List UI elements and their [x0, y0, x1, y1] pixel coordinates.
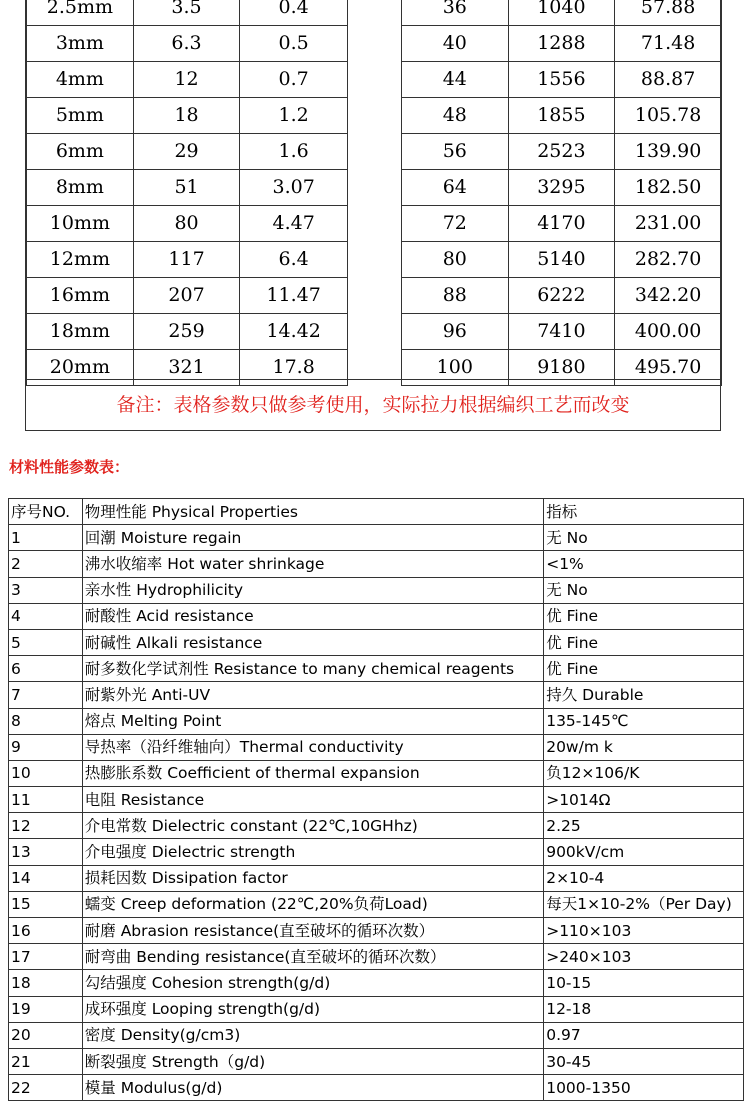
spec-value-b: 400.00 [615, 314, 722, 350]
row-value: 持久 Durable [544, 682, 744, 708]
spec-note: 备注：表格参数只做参考使用，实际拉力根据编织工艺而改变 [26, 379, 720, 431]
row-value: 12-18 [544, 996, 744, 1022]
row-property: 模量 Modulus(g/d) [82, 1075, 543, 1101]
spec-size: 12mm [27, 242, 134, 278]
spec-row [402, 134, 722, 170]
spec-row [27, 62, 348, 98]
spec-row [27, 314, 348, 350]
header-value: 指标 [544, 499, 744, 525]
row-property: 耐弯曲 Bending resistance(直至破坏的循环次数） [82, 944, 543, 970]
spec-value-a: 7410 [508, 314, 615, 350]
row-value: 0.97 [544, 1022, 744, 1048]
spec-row [402, 170, 722, 206]
row-no: 15 [9, 891, 83, 917]
spec-size: 10mm [27, 206, 134, 242]
row-value: 负12×106/K [544, 760, 744, 786]
row-value: 10-15 [544, 970, 744, 996]
spec-size: 16mm [27, 278, 134, 314]
row-no: 13 [9, 839, 83, 865]
row-property: 电阻 Resistance [82, 787, 543, 813]
table-row [9, 970, 744, 996]
spec-value-b: 57.88 [615, 0, 722, 26]
table-row [9, 1048, 744, 1074]
spec-value-b: 105.78 [615, 98, 722, 134]
spec-value-a: 1288 [508, 26, 615, 62]
row-no: 10 [9, 760, 83, 786]
spec-size: 2.5mm [27, 0, 134, 26]
spec-value-b: 495.70 [615, 350, 722, 386]
table-row [9, 813, 744, 839]
row-no: 14 [9, 865, 83, 891]
spec-size: 6mm [27, 134, 134, 170]
row-value: >240×103 [544, 944, 744, 970]
spec-size: 80 [402, 242, 509, 278]
table-row [9, 525, 744, 551]
spec-value-b: 139.90 [615, 134, 722, 170]
spec-row [402, 98, 722, 134]
table-row [9, 760, 744, 786]
spec-value-a: 321 [133, 350, 240, 386]
spec-value-b: 342.20 [615, 278, 722, 314]
row-no: 3 [9, 577, 83, 603]
row-value: 优 Fine [544, 656, 744, 682]
row-property: 成环强度 Looping strength(g/d) [82, 996, 543, 1022]
spec-table-left [26, 0, 348, 386]
row-property: 断裂强度 Strength（g/d) [82, 1048, 543, 1074]
materials-header-row [9, 499, 744, 525]
spec-value-a: 5140 [508, 242, 615, 278]
row-no: 16 [9, 918, 83, 944]
spec-value-b: 6.4 [240, 242, 348, 278]
spec-value-b: 0.5 [240, 26, 348, 62]
row-value: 无 No [544, 525, 744, 551]
row-no: 22 [9, 1075, 83, 1101]
row-property: 蠕变 Creep deformation (22℃,20%负荷Load) [82, 891, 543, 917]
spec-value-b: 0.7 [240, 62, 348, 98]
spec-size: 36 [402, 0, 509, 26]
row-no: 20 [9, 1022, 83, 1048]
spec-row [27, 0, 348, 26]
row-no: 5 [9, 629, 83, 655]
spec-value-a: 1040 [508, 0, 615, 26]
row-property: 介电强度 Dielectric strength [82, 839, 543, 865]
spec-value-b: 11.47 [240, 278, 348, 314]
spec-row [402, 242, 722, 278]
row-property: 耐碱性 Alkali resistance [82, 629, 543, 655]
spec-size: 18mm [27, 314, 134, 350]
header-property: 物理性能 Physical Properties [82, 499, 543, 525]
table-row [9, 839, 744, 865]
spec-value-b: 4.47 [240, 206, 348, 242]
spec-value-b: 1.2 [240, 98, 348, 134]
spec-value-b: 282.70 [615, 242, 722, 278]
row-value: >110×103 [544, 918, 744, 944]
spec-value-a: 3.5 [133, 0, 240, 26]
row-value: <1% [544, 551, 744, 577]
row-no: 4 [9, 603, 83, 629]
row-value: 每天1×10-2%（Per Day) [544, 891, 744, 917]
spec-value-a: 1855 [508, 98, 615, 134]
row-value: 900kV/cm [544, 839, 744, 865]
spec-size: 3mm [27, 26, 134, 62]
row-value: 20w/m k [544, 734, 744, 760]
spec-value-a: 18 [133, 98, 240, 134]
row-property: 耐磨 Abrasion resistance(直至破坏的循环次数） [82, 918, 543, 944]
spec-value-b: 0.4 [240, 0, 348, 26]
table-row [9, 682, 744, 708]
table-row [9, 629, 744, 655]
spec-value-b: 88.87 [615, 62, 722, 98]
spec-value-a: 1556 [508, 62, 615, 98]
spec-row [27, 242, 348, 278]
spec-value-a: 259 [133, 314, 240, 350]
spec-value-a: 207 [133, 278, 240, 314]
spec-size: 20mm [27, 350, 134, 386]
spec-row [402, 314, 722, 350]
spec-row [27, 26, 348, 62]
row-value: 2×10-4 [544, 865, 744, 891]
spec-row [402, 62, 722, 98]
row-value: >1014Ω [544, 787, 744, 813]
spec-size: 8mm [27, 170, 134, 206]
spec-value-a: 80 [133, 206, 240, 242]
row-property: 热膨胀系数 Coefficient of thermal expansion [82, 760, 543, 786]
row-property: 损耗因数 Dissipation factor [82, 865, 543, 891]
spec-value-b: 17.8 [240, 350, 348, 386]
spec-value-b: 3.07 [240, 170, 348, 206]
row-property: 耐酸性 Acid resistance [82, 603, 543, 629]
row-no: 6 [9, 656, 83, 682]
spec-size: 56 [402, 134, 509, 170]
row-no: 12 [9, 813, 83, 839]
row-no: 1 [9, 525, 83, 551]
spec-value-b: 14.42 [240, 314, 348, 350]
row-no: 19 [9, 996, 83, 1022]
spec-row [27, 98, 348, 134]
spec-value-a: 3295 [508, 170, 615, 206]
table-row [9, 918, 744, 944]
spec-size: 5mm [27, 98, 134, 134]
table-row [9, 734, 744, 760]
row-no: 9 [9, 734, 83, 760]
row-value: 135-145℃ [544, 708, 744, 734]
table-row [9, 1022, 744, 1048]
materials-table [8, 498, 744, 1101]
row-property: 亲水性 Hydrophilicity [82, 577, 543, 603]
spec-table-right [401, 0, 722, 386]
row-no: 2 [9, 551, 83, 577]
spec-value-a: 4170 [508, 206, 615, 242]
section-title: 材料性能参数表： [9, 458, 130, 476]
spec-value-b: 182.50 [615, 170, 722, 206]
row-no: 11 [9, 787, 83, 813]
table-row [9, 551, 744, 577]
spec-row [27, 134, 348, 170]
table-row [9, 865, 744, 891]
spec-value-b: 1.6 [240, 134, 348, 170]
spec-value-a: 51 [133, 170, 240, 206]
spec-size: 48 [402, 98, 509, 134]
spec-value-a: 117 [133, 242, 240, 278]
row-no: 21 [9, 1048, 83, 1074]
spec-row [402, 206, 722, 242]
row-property: 密度 Density(g/cm3) [82, 1022, 543, 1048]
row-property: 导热率（沿纤维轴向）Thermal conductivity [82, 734, 543, 760]
spec-row [402, 278, 722, 314]
table-row [9, 944, 744, 970]
row-no: 8 [9, 708, 83, 734]
spec-value-a: 2523 [508, 134, 615, 170]
spec-value-a: 29 [133, 134, 240, 170]
table-row [9, 577, 744, 603]
table-row [9, 787, 744, 813]
spec-value-a: 6222 [508, 278, 615, 314]
row-value: 2.25 [544, 813, 744, 839]
spec-value-a: 12 [133, 62, 240, 98]
spec-row [27, 170, 348, 206]
spec-value-a: 6.3 [133, 26, 240, 62]
row-value: 1000-1350 [544, 1075, 744, 1101]
table-row [9, 891, 744, 917]
table-row [9, 1075, 744, 1101]
row-no: 7 [9, 682, 83, 708]
table-row [9, 996, 744, 1022]
row-property: 勾结强度 Cohesion strength(g/d) [82, 970, 543, 996]
row-value: 优 Fine [544, 603, 744, 629]
row-value: 优 Fine [544, 629, 744, 655]
spec-row [402, 0, 722, 26]
row-property: 回潮 Moisture regain [82, 525, 543, 551]
spec-size: 40 [402, 26, 509, 62]
row-property: 耐紫外光 Anti-UV [82, 682, 543, 708]
table-row [9, 656, 744, 682]
row-property: 介电常数 Dielectric constant (22℃,10GHhz) [82, 813, 543, 839]
spec-row [27, 206, 348, 242]
spec-value-b: 231.00 [615, 206, 722, 242]
row-no: 17 [9, 944, 83, 970]
spec-row [402, 26, 722, 62]
spec-size: 88 [402, 278, 509, 314]
spec-size: 64 [402, 170, 509, 206]
row-value: 无 No [544, 577, 744, 603]
spec-size: 4mm [27, 62, 134, 98]
spec-size: 96 [402, 314, 509, 350]
table-row [9, 708, 744, 734]
table-row [9, 603, 744, 629]
spec-value-a: 9180 [508, 350, 615, 386]
row-property: 熔点 Melting Point [82, 708, 543, 734]
spec-size: 44 [402, 62, 509, 98]
spec-value-b: 71.48 [615, 26, 722, 62]
spec-size: 100 [402, 350, 509, 386]
spec-row [27, 278, 348, 314]
row-value: 30-45 [544, 1048, 744, 1074]
row-no: 18 [9, 970, 83, 996]
spec-size: 72 [402, 206, 509, 242]
spec-table [25, 0, 721, 431]
header-no: 序号NO. [9, 499, 83, 525]
row-property: 沸水收缩率 Hot water shrinkage [82, 551, 543, 577]
row-property: 耐多数化学试剂性 Resistance to many chemical reagents [82, 656, 543, 682]
